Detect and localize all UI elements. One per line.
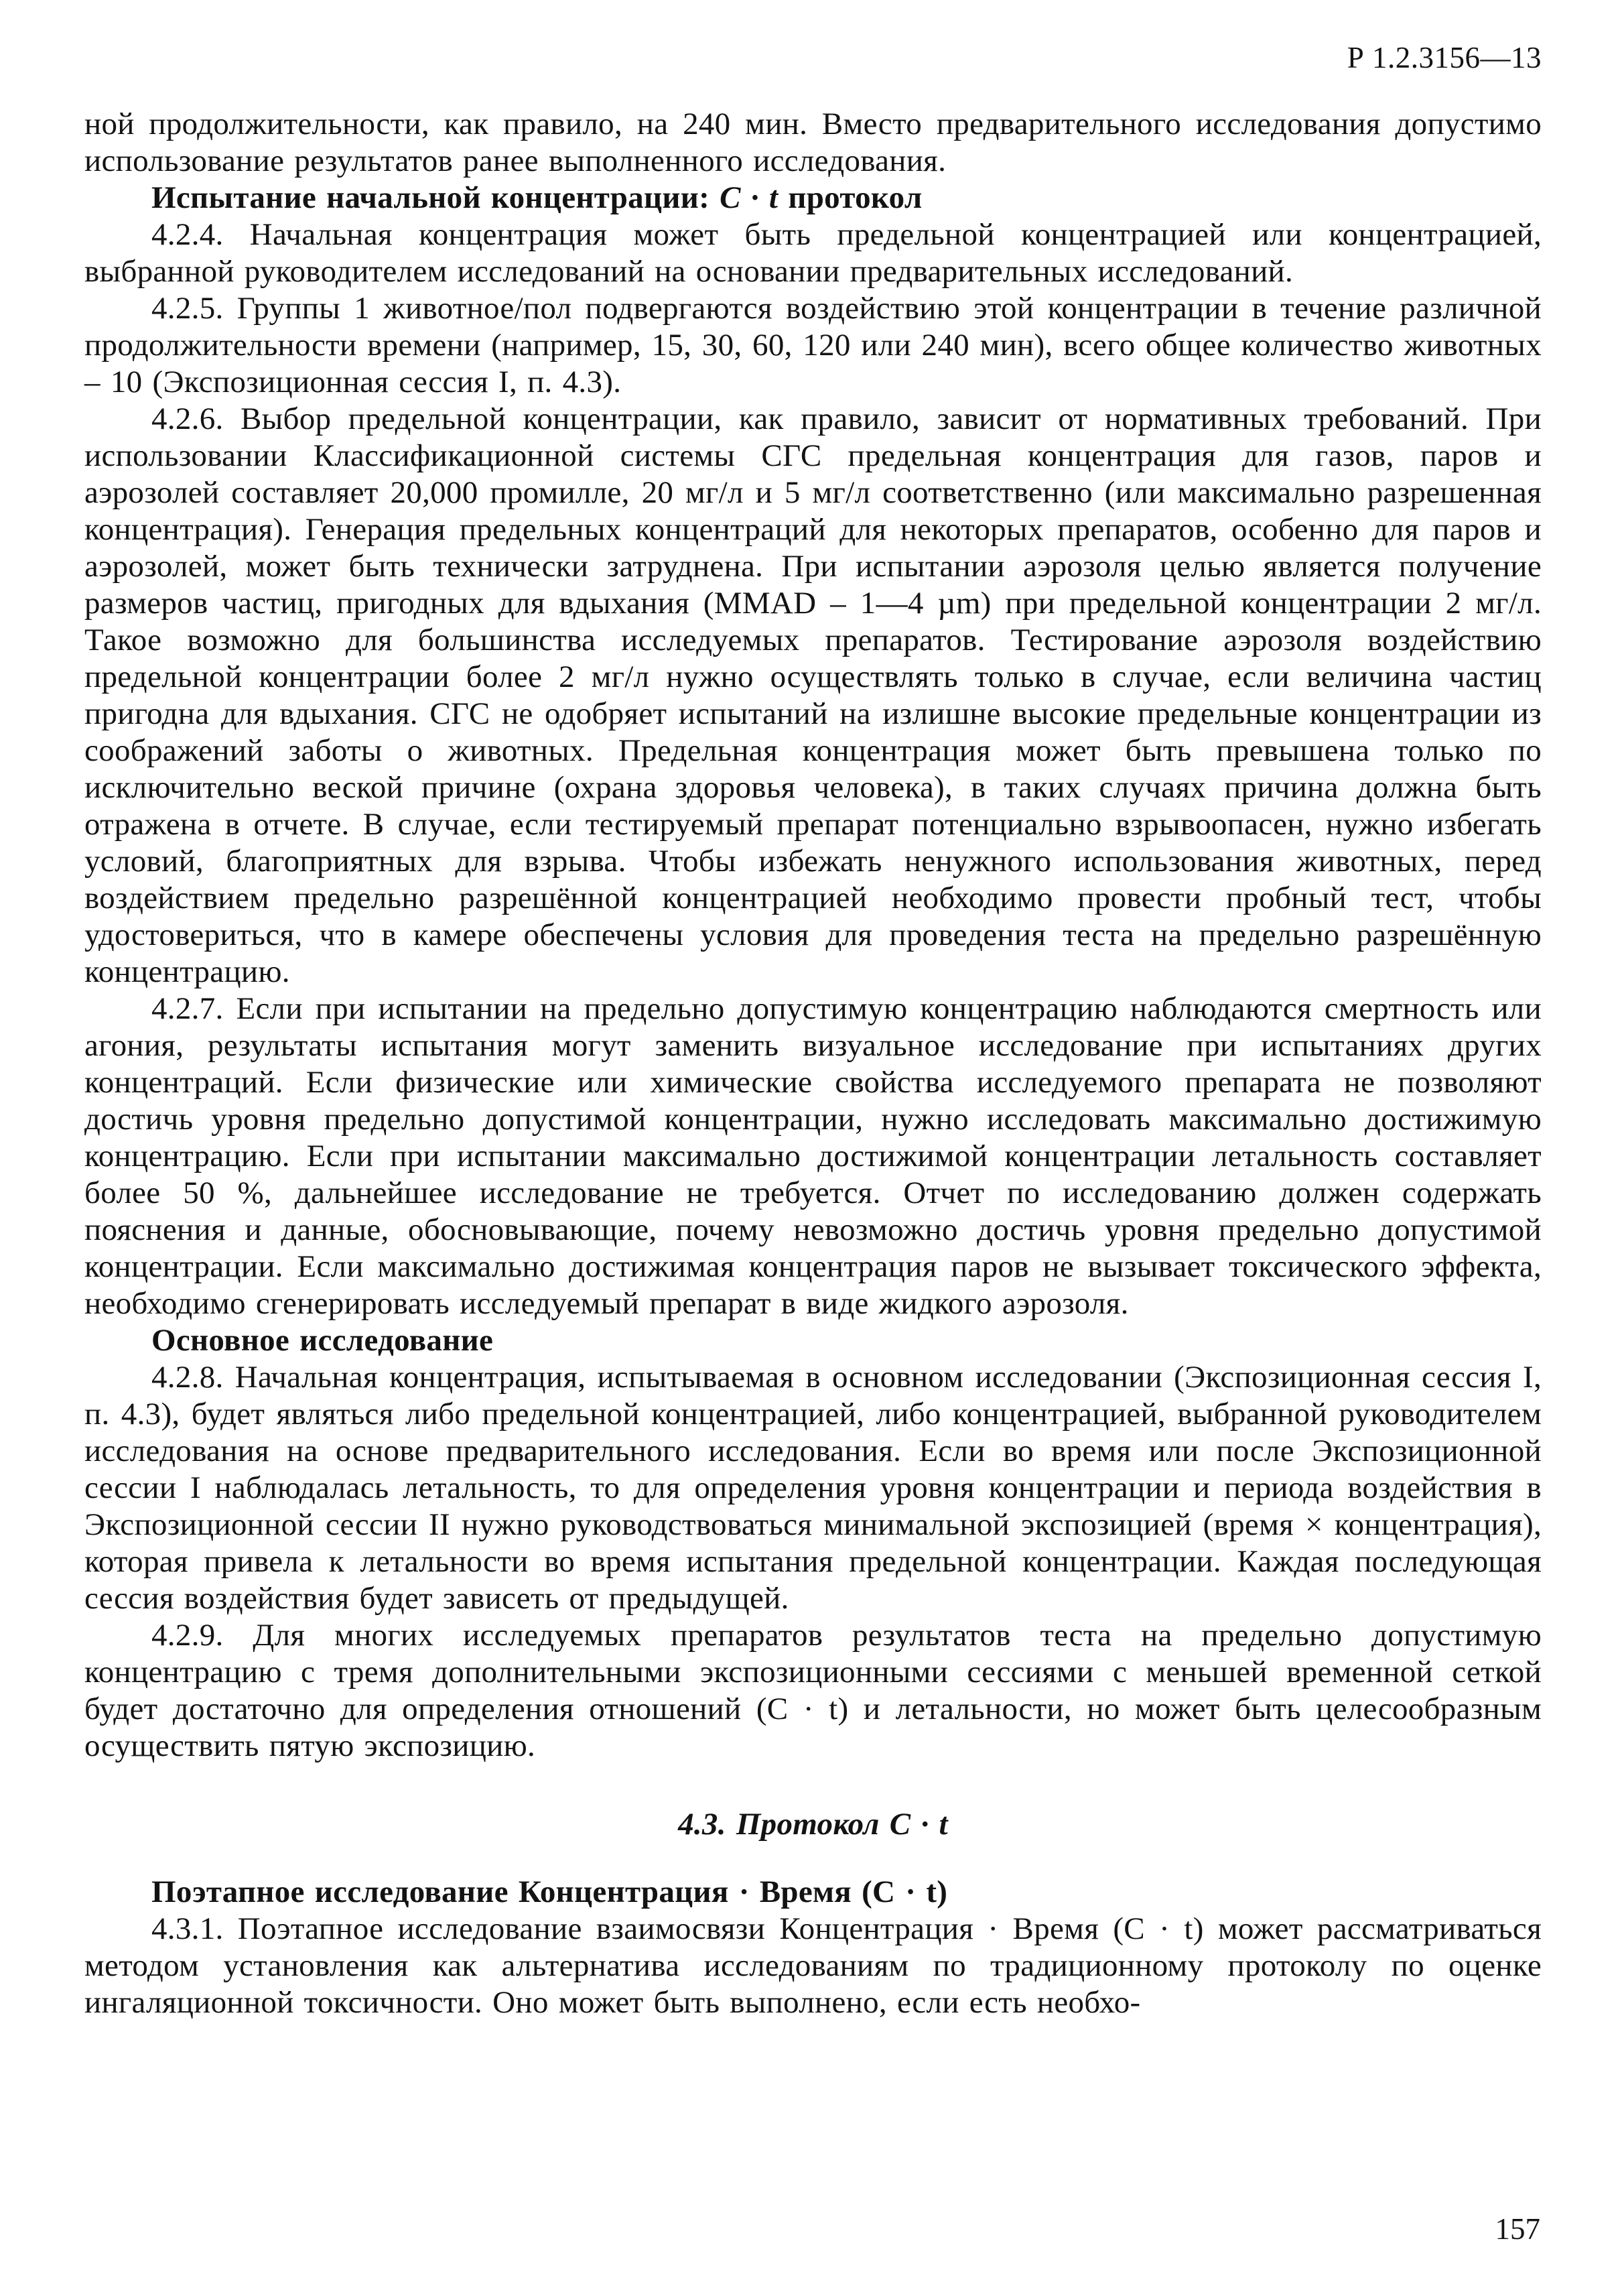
paragraph (84, 1911, 1542, 2021)
paragraph (84, 1617, 1542, 1765)
text-run: C · t (720, 180, 779, 215)
page-number: 157 (1495, 2212, 1540, 2246)
document-code-header: Р 1.2.3156—13 (1347, 41, 1542, 74)
paragraph (84, 290, 1542, 401)
section-subheading (84, 180, 1542, 216)
paragraph (84, 106, 1542, 180)
text-run: ной продолжительности, как правило, на 240 мин. Вместо предварительного исследования допустимо использование результатов ранее выполненного исследования. (84, 107, 1542, 178)
document-body (84, 106, 1542, 2021)
paragraph (84, 991, 1542, 1322)
text-run: 4.2.5. Группы 1 животное/пол подвергаются воздействию этой концентрации в течение различной продолжительности времени (например, 15, 30, 60, 120 или 240 мин), всего общее количество животных – 10 (Экспозиционная сессия I, п. 4.3). (84, 291, 1542, 399)
section-heading (84, 1806, 1542, 1843)
paragraph (84, 216, 1542, 290)
text-run: 4.2.8. Начальная концентрация, испытываемая в основном исследовании (Экспозиционная сессия I, п. 4.3), будет являться либо предельной концентрацией, либо концентрацией, выбранной руководителем исследования на основе предварительного исследования. Если во время или после Экспозиционной сессии I наблюдалась летальность, то для определения уровня концентрации и периода воздействия в Экспозиционной сессии II нужно руководствоваться минимальной экспозицией (время × концентрация), которая привела к летальности во время испытания предельной концентрации. Каждая последующая сессия воздействия будет зависеть от предыдущей. (84, 1360, 1542, 1616)
text-run: 4.2.9. Для многих исследуемых препаратов результатов теста на предельно допустимую концентрацию с тремя дополнительными экспозиционными сессиями с меньшей временной сеткой будет достаточно для определения отношений (C · t) и летальности, но может быть целесообразным осуществить пятую экспозицию. (84, 1618, 1542, 1763)
text-run: 4.3.1. Поэтапное исследование взаимосвязи Концентрация · Время (C · t) может рассматриваться методом установления как альтернатива исследованиям по традиционному протоколу по оценке ингаляционной токсичности. Оно может быть выполнено, если есть необхо- (84, 1911, 1542, 2020)
page-content-area (84, 40, 1542, 2021)
text-run: Основное исследование (151, 1323, 494, 1358)
text-run: Испытание начальной концентрации: (151, 180, 720, 215)
text-run: 4.2.4. Начальная концентрация может быть предельной концентрацией или концентрацией, выбранной руководителем исследований на основании предварительных исследований. (84, 217, 1542, 289)
section-subheading (84, 1322, 1542, 1359)
text-run: Поэтапное исследование Концентрация · Время (C · t) (151, 1874, 948, 1909)
section-subheading (84, 1874, 1542, 1911)
paragraph (84, 401, 1542, 991)
text-run: 4.3. Протокол C · t (678, 1807, 948, 1842)
paragraph (84, 1359, 1542, 1617)
text-run: 4.2.7. Если при испытании на предельно допустимую концентрацию наблюдаются смертность или агония, результаты испытания могут заменить визуальное исследование при испытаниях других концентраций. Если физические или химические свойства исследуемого препарата не позволяют достичь уровня предельно допустимой концентрации, нужно исследовать максимально достижимую концентрацию. Если при испытании максимально достижимой концентрации летальность составляет более 50 %, дальнейшее исследование не требуется. Отчет по исследованию должен содержать пояснения и данные, обосновывающие, почему невозможно достичь уровня предельно допустимой концентрации. Если максимально достижимая концентрация паров не вызывает токсического эффекта, необходимо сгенерировать исследуемый препарат в виде жидкого аэрозоля. (84, 991, 1542, 1321)
text-run: 4.2.6. Выбор предельной концентрации, как правило, зависит от нормативных требований. При использовании Классификационной системы СГС предельная концентрация для газов, паров и аэрозолей составляет 20,000 промилле, 20 мг/л и 5 мг/л соответственно (или максимально разрешенная концентрация). Генерация предельных концентраций для некоторых препаратов, особенно для паров и аэрозолей, может быть технически затруднена. При испытании аэрозоля целью является получение размеров частиц, пригодных для вдыхания (MMAD – 1—4 µm) при предельной концентрации 2 мг/л. Такое возможно для большинства исследуемых препаратов. Тестирование аэрозоля воздействию предельной концентрации более 2 мг/л нужно осуществлять только в случае, если величина частиц пригодна для вдыхания. СГС не одобряет испытаний на излишне высокие предельные концентрации из соображений заботы о животных. Предельная концентрация может быть превышена только по исключительно веской причине (охрана здоровья человека), в таких случаях причина должна быть отражена в отчете. В случае, если тестируемый препарат потенциально взрывоопасен, нужно избегать условий, благоприятных для взрыва. Чтобы избежать ненужного использования животных, перед воздействием предельно разрешённой концентрацией необходимо провести пробный тест, чтобы удостовериться, что в камере обеспечены условия для проведения теста на предельно разрешённую концентрацию. (84, 401, 1542, 989)
text-run: протокол (778, 180, 923, 215)
